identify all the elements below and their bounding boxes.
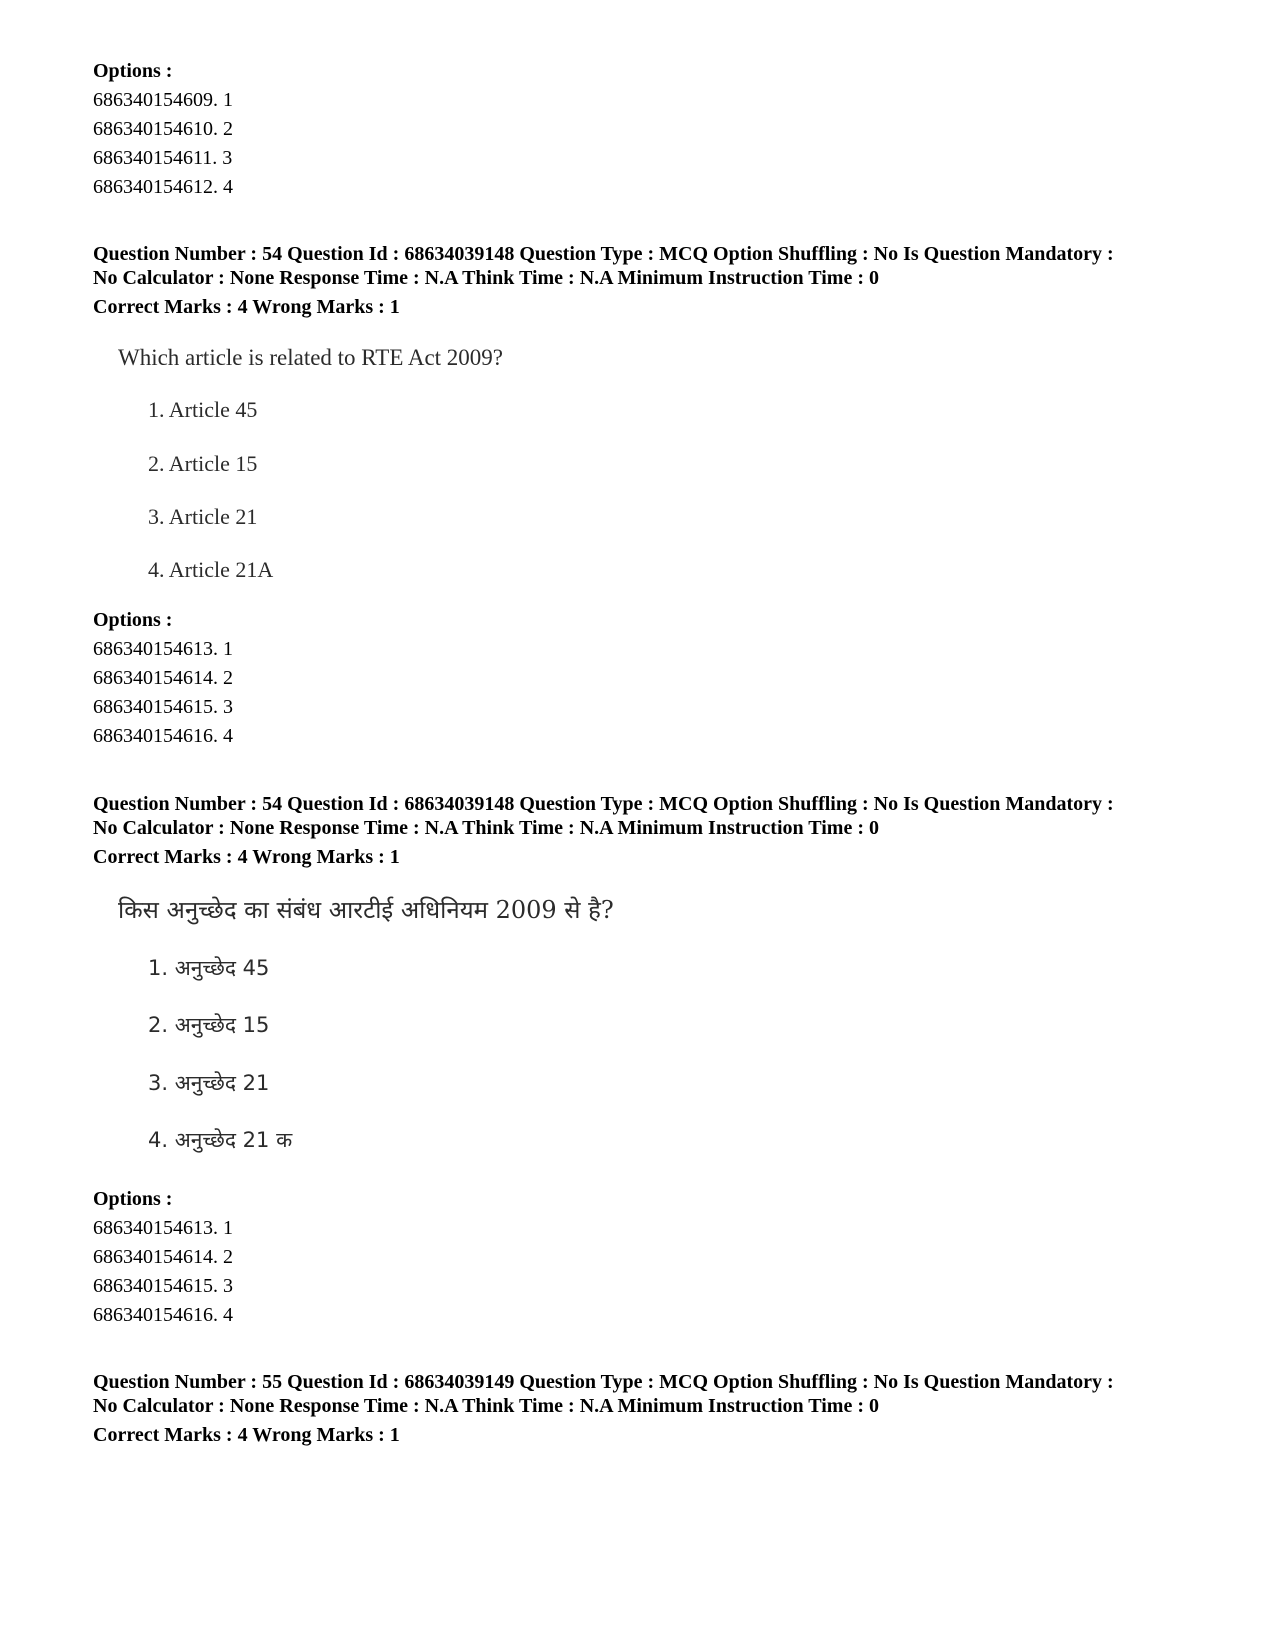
options-block-2: [93, 606, 233, 751]
option-line: 686340154613. 1: [93, 638, 233, 660]
question-choice: 1. अनुच्छेद 45: [148, 956, 270, 980]
question-meta-line-2: No Calculator : None Response Time : N.A Think Time : N.A Minimum Instruction Time : 0: [93, 817, 879, 839]
question-meta-line-2: No Calculator : None Response Time : N.A Think Time : N.A Minimum Instruction Time : 0: [93, 267, 879, 289]
question-meta-line-1: Question Number : 54 Question Id : 68634039148 Question Type : MCQ Option Shuffling : No Is Question Mandatory :: [93, 793, 1114, 815]
question-54-en-meta: [93, 242, 1213, 319]
question-meta-line-2: No Calculator : None Response Time : N.A Think Time : N.A Minimum Instruction Time : 0: [93, 1395, 879, 1417]
options-label: Options :: [93, 1188, 173, 1210]
question-choice: 3. अनुच्छेद 21: [148, 1071, 270, 1095]
option-line: 686340154614. 2: [93, 1246, 233, 1268]
question-meta-line-1: Question Number : 55 Question Id : 68634039149 Question Type : MCQ Option Shuffling : No Is Question Mandatory :: [93, 1371, 1114, 1393]
option-line: 686340154615. 3: [93, 1275, 233, 1297]
question-marks: Correct Marks : 4 Wrong Marks : 1: [93, 1424, 400, 1446]
question-54-en-text: Which article is related to RTE Act 2009?: [118, 345, 504, 370]
question-marks: Correct Marks : 4 Wrong Marks : 1: [93, 296, 400, 318]
option-line: 686340154613. 1: [93, 1217, 233, 1239]
question-choice: 3. Article 21: [148, 504, 258, 529]
option-line: 686340154616. 4: [93, 1304, 233, 1326]
option-line: 686340154615. 3: [93, 696, 233, 718]
question-choice: 2. Article 15: [148, 451, 258, 476]
question-choice: 4. Article 21A: [148, 557, 274, 582]
question-choice: 2. अनुच्छेद 15: [148, 1013, 270, 1037]
options-block-3: [93, 1185, 233, 1330]
question-meta-line-1: Question Number : 54 Question Id : 68634039148 Question Type : MCQ Option Shuffling : No Is Question Mandatory :: [93, 243, 1114, 265]
option-line: 686340154609. 1: [93, 89, 233, 111]
option-line: 686340154612. 4: [93, 176, 233, 198]
options-block-1: [93, 57, 233, 202]
option-line: 686340154616. 4: [93, 725, 233, 747]
question-54-hi-meta: [93, 792, 1213, 869]
question-55-meta: [93, 1370, 1213, 1447]
options-label: Options :: [93, 609, 173, 631]
question-choice: 1. Article 45: [148, 397, 258, 422]
question-marks: Correct Marks : 4 Wrong Marks : 1: [93, 846, 400, 868]
option-line: 686340154610. 2: [93, 118, 233, 140]
option-line: 686340154611. 3: [93, 147, 233, 169]
question-54-hi-text: किस अनुच्छेद का संबंध आरटीई अधिनियम 2009 से है?: [118, 896, 614, 924]
options-label: Options :: [93, 60, 173, 82]
question-choice: 4. अनुच्छेद 21 क: [148, 1128, 293, 1152]
option-line: 686340154614. 2: [93, 667, 233, 689]
